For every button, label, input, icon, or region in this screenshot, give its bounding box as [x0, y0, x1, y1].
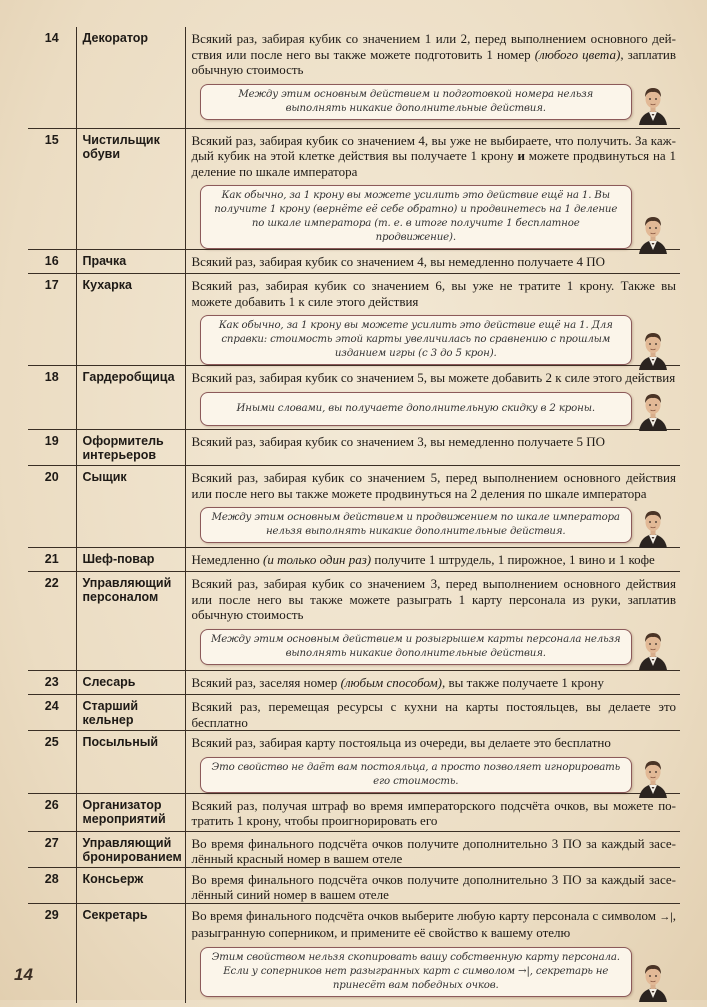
host-portrait-icon [635, 83, 671, 125]
card-name: Организатор мероприятий [76, 793, 185, 831]
description-text: Всякий раз, забирая кубик со значением 5, вы можете добавить 2 к силе этого действия [191, 370, 676, 385]
host-portrait-icon [635, 628, 671, 670]
description-text: , заплатив обычную стоимость [191, 46, 676, 77]
staff-row-14 [28, 27, 680, 128]
staff-row-17 [28, 274, 680, 366]
card-name: Прачка [76, 250, 185, 274]
host-tip-box [200, 629, 633, 665]
host-portrait-icon [635, 506, 671, 548]
tip-text: Как обычно, за 1 крону вы можете усилить это действие ещё на 1. Для справки: стоимость этой карты увеличилась по сравнению с прошлым изданием игры (с 3 до 5 крон). [218, 320, 613, 359]
host-portrait-icon [635, 328, 671, 370]
card-number: 25 [28, 731, 76, 794]
staff-row-21 [28, 548, 680, 572]
host-tip-box [200, 507, 633, 543]
host-tip-box [200, 757, 633, 793]
staff-row-22 [28, 572, 680, 671]
card-number: 29 [28, 903, 76, 1003]
card-description [185, 466, 680, 548]
card-number: 22 [28, 572, 76, 671]
tip-text: Это свойство не даёт вам постояльца, а просто позволяет игнорировать его стоимость. [211, 761, 621, 787]
card-name: Кухарка [76, 274, 185, 366]
card-description [185, 128, 680, 250]
description-text: Всякий раз, забирая кубик со значением 1 или 2, перед выполнением основного действия или после него вы также можете подготовить 1 номер [191, 31, 676, 62]
card-number: 15 [28, 128, 76, 250]
staff-row-28 [28, 867, 680, 903]
card-name: Секретарь [76, 903, 185, 1003]
description-text: Всякий раз, забирая кубик со значением 5, перед выполнением основного действия или после него вы также можете продвинуться на 2 деления по шкале императора [191, 470, 676, 501]
card-name: Чистильщик обуви [76, 128, 185, 250]
card-name: Слесарь [76, 671, 185, 695]
card-number: 28 [28, 867, 76, 903]
tip-text: Иными словами, вы получаете дополнительную скидку в 2 кроны. [236, 402, 595, 414]
description-text: Во время финального подсчёта очков получите дополнительно 3 ПО за каждый заселённый синий номер в вашем отеле [191, 871, 676, 902]
staff-row-27 [28, 831, 680, 867]
tip-text: Между этим основным действием и подготовкой номера нельзя выполнять никакие дополнительные действия. [238, 88, 594, 114]
description-text: , разыгранную соперником, и примените её свойство к вашему отелю [191, 907, 676, 940]
card-number: 17 [28, 274, 76, 366]
tip-text: Между этим основным действием и продвижением по шкале императора нельзя выполнять никакие дополнительные действия. [211, 512, 620, 537]
description-text: , вы также получаете 1 крону [442, 675, 604, 690]
host-portrait-icon [635, 756, 671, 798]
staff-row-24 [28, 695, 680, 731]
description-text: Всякий раз, забирая кубик со значением 4, вы уже не выбираете, что получить. За каждый кубик на этой клетке действия вы получаете 1 крону [191, 132, 676, 163]
description-text: Всякий раз, забирая карту постояльца из очереди, вы делаете это бесплатно [191, 735, 611, 750]
description-text: Всякий раз, получая штраф во время императорского подсчёта очков, вы можете потратить 1 крону, чтобы проигнорировать его [191, 797, 676, 828]
card-description [185, 430, 680, 466]
card-name: Оформитель интерьеров [76, 430, 185, 466]
card-number: 27 [28, 831, 76, 867]
card-description [185, 671, 680, 695]
tip-text: Как обычно, за 1 крону вы можете усилить это действие ещё на 1. Вы получите 1 крону (вернёте её себе обратно) и продвинетесь на 1 деление по шкале императора (т. е. в итоге получите 1 бесплатное продвижение). [214, 190, 618, 243]
card-number: 26 [28, 793, 76, 831]
tip-text: Этим свойством нельзя скопировать вашу собственную карту персонала. Если у соперников нет разыгранных карт с символом →|, секретарь не принесёт вам победных очков. [211, 951, 620, 991]
description-text: Всякий раз, перемещая ресурсы с кухни на карты постояльцев, вы делаете это бесплатно [191, 699, 676, 730]
host-tip-box [200, 947, 633, 997]
description-text: Всякий раз, забирая кубик со значением 3, вы немедленно получаете 5 ПО [191, 434, 605, 449]
description-text: Всякий раз, забирая кубик со значением 6, вы уже не тратите 1 крону. Также вы можете добавить 1 к силе этого действия [191, 278, 676, 309]
card-number: 21 [28, 548, 76, 572]
description-text: Во время финального подсчёта очков выберите любую карту персонала с символом [191, 907, 660, 923]
card-number: 14 [28, 27, 76, 128]
staff-table-page [28, 27, 680, 1003]
arrow-bar-symbol: →| [659, 910, 673, 923]
host-portrait-icon [635, 389, 671, 431]
staff-row-23 [28, 671, 680, 695]
host-portrait-icon [635, 212, 671, 254]
card-name: Посыльный [76, 731, 185, 794]
card-description [185, 274, 680, 366]
description-text: Немедленно [191, 552, 264, 567]
card-description [185, 27, 680, 128]
card-name: Старший кельнер [76, 695, 185, 731]
card-name: Декоратор [76, 27, 185, 128]
host-tip-box [200, 315, 633, 365]
staff-row-29 [28, 903, 680, 1003]
card-description [185, 366, 680, 430]
card-description [185, 695, 680, 731]
card-description [185, 250, 680, 274]
card-description [185, 572, 680, 671]
host-tip-box [200, 392, 633, 426]
card-name: Шеф-повар [76, 548, 185, 572]
card-number: 18 [28, 366, 76, 430]
description-bold: и [517, 148, 525, 163]
card-number: 20 [28, 466, 76, 548]
card-name: Управляющий бронированием [76, 831, 185, 867]
staff-row-15 [28, 128, 680, 250]
staff-table [28, 27, 680, 1003]
staff-table-body [28, 27, 680, 1003]
card-description [185, 548, 680, 572]
card-name: Сыщик [76, 466, 185, 548]
description-text: Всякий раз, забирая кубик со значением 3, перед выполнением основного действия или после него вы также можете разыграть 1 карту персонала из руки, заплатив обычную стоимость [191, 576, 676, 622]
card-name: Гардеробщица [76, 366, 185, 430]
description-text: получите 1 штрудель, 1 пирожное, 1 вино и 1 кофе [371, 552, 655, 567]
description-italic: (и только один раз) [263, 552, 372, 567]
staff-row-25 [28, 731, 680, 794]
description-text: можете продвинуться на 1 деление по шкале императора [191, 148, 676, 179]
host-tip-box [200, 185, 633, 249]
card-description [185, 867, 680, 903]
staff-row-19 [28, 430, 680, 466]
card-description [185, 903, 680, 1003]
card-number: 23 [28, 671, 76, 695]
host-portrait-icon [635, 960, 671, 1002]
staff-row-26 [28, 793, 680, 831]
card-name: Управляющий персоналом [76, 572, 185, 671]
card-number: 24 [28, 695, 76, 731]
staff-row-20 [28, 466, 680, 548]
card-description [185, 731, 680, 794]
card-number: 19 [28, 430, 76, 466]
card-description [185, 831, 680, 867]
tip-text: Между этим основным действием и розыгрышем карты персонала нельзя выполнять никакие дополнительные действия. [210, 633, 621, 659]
description-text: Всякий раз, забирая кубик со значением 4, вы немедленно получаете 4 ПО [191, 254, 605, 269]
description-text: Всякий раз, заселяя номер [191, 675, 341, 690]
card-description [185, 793, 680, 831]
staff-row-16 [28, 250, 680, 274]
card-number: 16 [28, 250, 76, 274]
host-tip-box [200, 84, 633, 120]
description-italic: (любым способом) [340, 675, 442, 690]
card-name: Консьерж [76, 867, 185, 903]
page-number: 14 [14, 965, 33, 984]
staff-row-18 [28, 366, 680, 430]
description-text: Во время финального подсчёта очков получите дополнительно 3 ПО за каждый заселённый красный номер в вашем отеле [191, 835, 676, 866]
description-italic: (любого цвета) [534, 46, 621, 62]
